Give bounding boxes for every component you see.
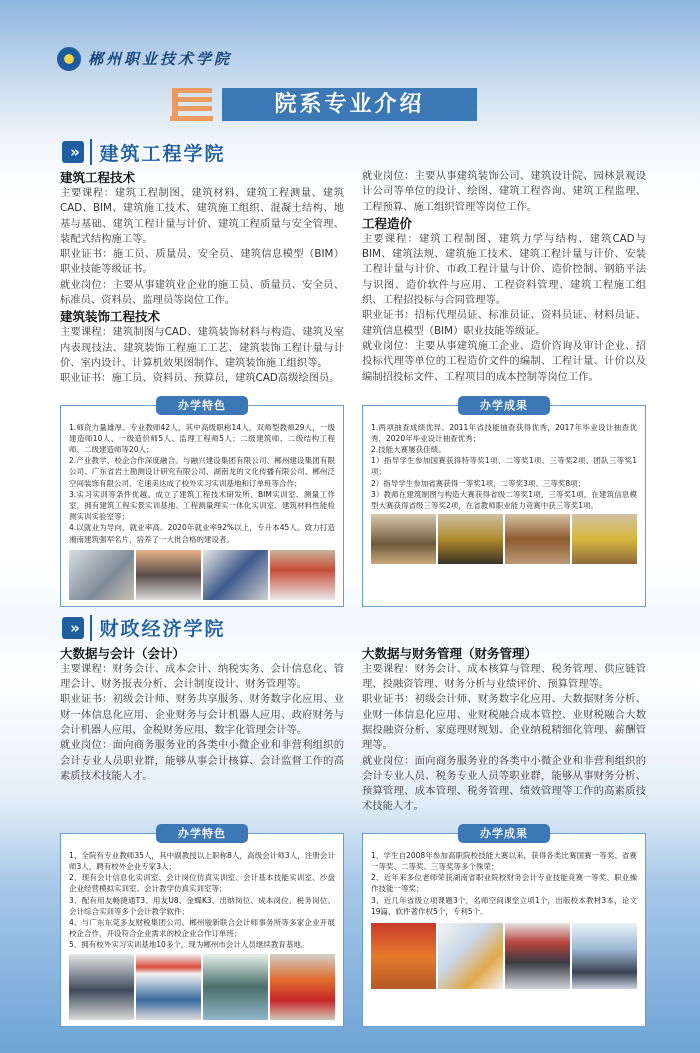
- photo-certificates: [505, 514, 570, 564]
- major-title: 大数据与会计（会计）: [60, 645, 186, 661]
- photo-students: [270, 550, 335, 600]
- school-logo: [57, 47, 81, 71]
- features-label: 办学特色: [156, 824, 248, 843]
- major-certificates: 职业证书：初级会计师、财务数字化应用、大数据财务分析、业财一体信息化应用、业财税融合成本管控、业财税融合大数据投融资分析、家庭理财规划、企业纳税精细化管理、薪酬管理等。: [362, 693, 646, 752]
- left-column: [60, 645, 344, 815]
- major-certificates: 职业证书：施工员、质量员、安全员、建筑信息模型（BIM）职业技能等级证书。: [60, 248, 344, 276]
- major-certificates: 职业证书：初级会计师、财务共享服务、财务数字化应用、业财一体信息化应用、企业财务与会计机器人应用、政府财务与会计机器人应用、金税财务应用、数字化管理会计等。: [60, 693, 344, 736]
- feature-item: 2.产业教学、校企合作深度融合。与融兴建设集团有限公司、郴州建设集团有限公司、广东省岩土勘测设计研究有限公司、湖南龙的文化传播有限公司、郴州泛空间装饰有限公司、宅速美达成了校外实习实训基地和订单班等合作；: [69, 456, 335, 488]
- feature-item: 1.师资力量雄厚。专业教师42人，其中高级职称14人，双师型教师29人，一级建造师10人、一级造价师5人、监理工程师5人；二级建筑师、二级结构工程师、二级建造师等20人；: [69, 422, 335, 454]
- photo-strip: [371, 514, 637, 564]
- photo-strip: [69, 550, 335, 600]
- features-label: 办学特色: [156, 396, 248, 415]
- achievements-box: [362, 826, 646, 1027]
- photo-trophies: [371, 514, 436, 564]
- major-courses: 主要课程：财务会计、成本会计、纳税实务、会计信息化、管理会计、财务报表分析、会计制度设计、财务管理等。: [60, 662, 344, 691]
- photo-trophies: [438, 514, 503, 564]
- feature-item: 3、配有用友畅捷通T3、用友U8、金蝶K3、出纳岗位、成本岗位、税务岗位、会计综合实训等多个会计教学软件；: [69, 895, 335, 916]
- chevron-right-icon: »: [62, 617, 84, 639]
- section-architecture: [0, 139, 700, 607]
- school-name: 郴州职业技术学院: [88, 50, 233, 68]
- major-jobs: 就业岗位：面向商务服务业的各类中小微企业和非营利组织的会计专业人员职业群，能够从事会计核算、会计监督工作的高素质技术技能人才。: [60, 739, 344, 782]
- major-title: 大数据与财务管理（财务管理）: [362, 645, 538, 661]
- achievement-item: 1.两项抽查成绩优异。2011年省技能抽查获得优秀，2017年毕业设计抽查优秀，2020年毕业设计抽查优秀；: [371, 422, 637, 443]
- left-column: [60, 169, 344, 387]
- photo-group: [136, 550, 201, 600]
- achievement-item: 1）指导学生参加国赛获得特等奖1项、二等奖1项、三等奖2项、团队三等奖1项；: [371, 456, 637, 477]
- features-box: [60, 398, 344, 607]
- right-column: [362, 169, 646, 387]
- section-title: 财政经济学院: [99, 618, 226, 641]
- section-header-architecture: [62, 139, 700, 165]
- features-box: [60, 826, 344, 1027]
- major-certificates: 职业证书：施工员、资料员、预算员，建筑CAD高级绘图员。: [60, 372, 340, 385]
- feature-item: 3.实习实训等条件优越。成立了建筑工程技术研发所、BIM实训室、测量工作室，拥有建筑工程实景实训基地、工程测量理实一体化实训室、建筑材料性能检测实训实验室等；: [69, 489, 335, 522]
- photo-meeting: [69, 550, 134, 600]
- feature-item: 2、现有会计信息化实训室、会计岗位仿真实训室、会计基本技能实训室、沙盘企业经营模拟实训室、会计教学仿真实训室等；: [69, 873, 335, 894]
- major-jobs: 就业岗位：主要从事建筑业企业的施工员、质量员、安全员、标准员、资料员、监理员等岗位工作。: [60, 278, 344, 307]
- photo-surveying: [203, 550, 268, 600]
- feature-item: 1、全院有专业教师35人，其中副教授以上职称8人，高级会计师3人，注册会计师3人，聘有校外企业专家3人；: [69, 850, 335, 871]
- achievement-item: 2.技能大赛屡获佳绩。: [371, 444, 446, 454]
- page-title: 院系专业介绍: [222, 88, 477, 121]
- right-column: [362, 645, 646, 815]
- divider: [90, 139, 92, 165]
- major-certificates: 职业证书：招标代理员证、标准员证、资料员证、材料员证、建筑信息模型（BIM）职业技能等级证。: [362, 309, 646, 337]
- major-title: 建筑装饰工程技术: [60, 309, 161, 325]
- photo-classroom: [136, 954, 201, 1020]
- photo-students: [270, 954, 335, 1020]
- photo-training: [203, 954, 268, 1020]
- achievement-item: 2、近年来多位老师荣获湖南省职业院校财务会计专业技能竞赛一等奖、职业操作技能一等奖；: [371, 873, 637, 894]
- photo-group: [69, 954, 134, 1020]
- feature-item: 4.以就业为导向，就业率高。2020年就业率92%以上，专升本45人。致力打造湘南建筑强军名片，培养了一大批合格的建设者。: [69, 523, 335, 544]
- major-jobs: 就业岗位：面向商务服务业的各类中小微企业和非营利组织的会计专业人员、税务专业人员等职业群，能够从事财务分析、预算管理、成本管理、税务管理、绩效管理等工作的高素质技术技能人才。: [362, 754, 646, 813]
- achievement-item: 1、学生自2008年参加高职院校技能大赛以来，获得各类比赛国赛一等奖、省赛一等奖、二等奖、三等奖等多个殊荣；: [371, 850, 637, 871]
- section-title: 建筑工程学院: [99, 142, 226, 165]
- section-header-finance: [62, 615, 700, 641]
- chevron-right-icon: »: [62, 141, 84, 163]
- major-title: 建筑工程技术: [60, 170, 136, 185]
- achievement-item: 2）指导学生参加省赛获得一等奖1项，二等奖3项、三等奖8项；: [371, 478, 586, 488]
- section-finance: [0, 615, 700, 1027]
- major-courses: 主要课程：建筑工程制图、建筑力学与结构、建筑CAD与BIM、建筑法规、建筑施工技术、建筑工程计量与计价、安装工程计量与计价、市政工程计量与计价、造价控制、钢筋平法与识图、造价软件与应用、工程资料管理、建筑工程施工组织、工程招投标与合同管理等。: [362, 232, 646, 307]
- achievement-item: 3、近几年省级立项课题3个，名师空间课堂立项1个，出版校本教材3本，论文19篇、软件著作权5个，专利5个。: [371, 895, 637, 916]
- major-courses: 主要课程：建筑工程制图、建筑材料、建筑工程测量、建筑CAD、BIM、建筑施工技术、建筑施工组织、混凝土结构、地基与基础、建筑工程计量与计价、建筑工程质量与安全管理、装配式结构施工等。: [60, 187, 344, 245]
- photo-strip: [69, 954, 335, 1020]
- achievements-label: 办学成果: [458, 824, 550, 843]
- major-courses: 主要课程：财务会计、成本核算与管理、税务管理、供应链管理、投融资管理、财务分析与业绩评价、预算管理等。: [362, 662, 646, 691]
- feature-item: 4、与广东东莞多友财税集团公司、郴州骏新联合会计师事务所等多家企业开展校企合作，开设符合企业需求的校企业合作订单班；: [69, 917, 335, 939]
- major-jobs: 就业岗位：主要从事建筑施工企业、造价咨询及审计企业、招投标代理等单位的工程造价文件的编制、工程计量、计价以及编制招投标文件、工程项目的成本控制等岗位工作。: [362, 339, 646, 383]
- major-title: 工程造价: [362, 215, 413, 231]
- achievements-box: [362, 398, 646, 607]
- achievements-label: 办学成果: [458, 396, 550, 415]
- photo-certificates: [572, 514, 637, 564]
- achievement-item: 3）教师在建筑制图与构造大赛获得省级二等奖1项，三等奖1项，在建筑信息模型大赛获得省级三等奖2项，在省教师职业能力竞赛中获三等奖1项。: [371, 489, 637, 510]
- major-jobs: 就业岗位：主要从事建筑装饰公司、建筑设计院、园林景观设计公司等单位的设计、绘图、建筑工程咨询、建筑工程监理、工程预算、施工组织管理等岗位工作。: [362, 170, 646, 213]
- major-courses: 主要课程：建筑制图与CAD、建筑装饰材料与构造、建筑及室内表现技法、建筑装饰工程施工工艺、建筑装饰工程计量与计价、室内设计、计算机效果图制作、建筑装饰施工组织等。: [60, 326, 344, 369]
- feature-item: 5、拥有校外实习实训基地10多个，现为郴州市会计人员继续教育基地。: [69, 940, 309, 950]
- title-decoration-icon: [170, 88, 213, 124]
- divider: [90, 615, 92, 641]
